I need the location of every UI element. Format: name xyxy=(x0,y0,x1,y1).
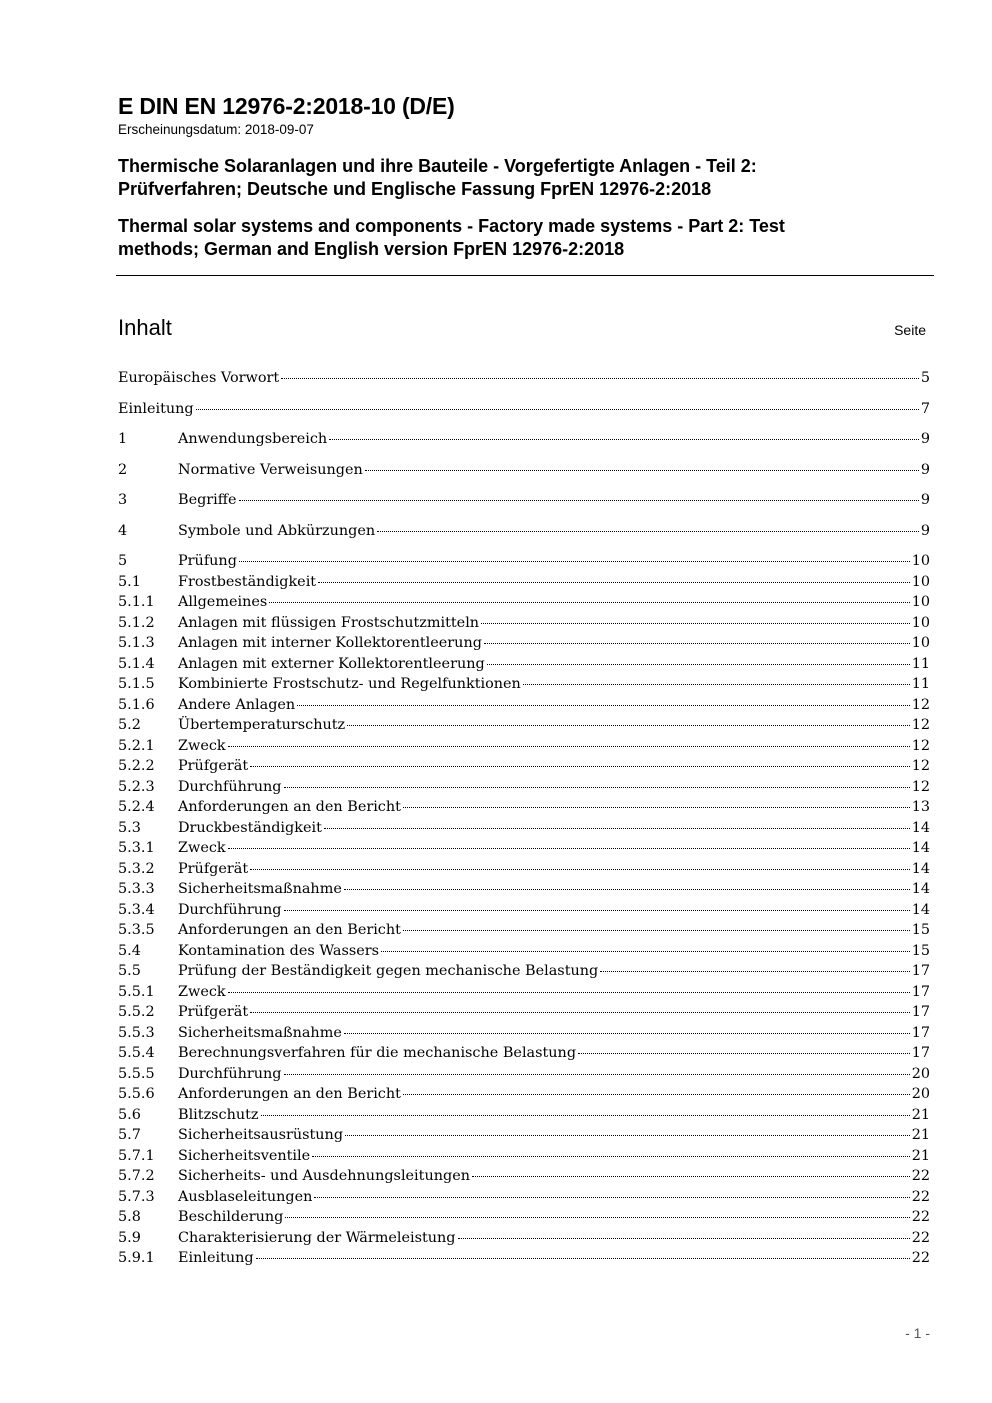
toc-entry-page: 12 xyxy=(911,737,930,754)
toc-entry-number: 5.3.1 xyxy=(118,840,155,856)
toc-dot-leader xyxy=(458,1238,910,1239)
title-english-line-2: methods; German and English version FprEN 12976-2:2018 xyxy=(118,239,625,259)
toc-dot-leader xyxy=(284,910,910,911)
header-divider xyxy=(116,275,934,276)
toc-entry-number: 5.5.1 xyxy=(118,983,155,1000)
toc-dot-leader xyxy=(250,1012,910,1013)
toc-entry-title: Zweck xyxy=(178,840,226,856)
toc-entry[interactable] xyxy=(118,635,930,656)
toc-entry-title: Sicherheits- und Ausdehnungsleitungen xyxy=(178,1168,470,1184)
toc-dot-leader xyxy=(250,766,910,767)
title-english xyxy=(118,215,934,261)
toc-entry-page: 21 xyxy=(911,1106,930,1123)
toc-entry-page: 5 xyxy=(920,370,930,386)
toc-entry-page: 22 xyxy=(911,1168,930,1184)
toc-entry-page: 13 xyxy=(911,799,930,815)
toc-entry-number: 2 xyxy=(118,461,128,478)
toc-entry-page: 9 xyxy=(920,492,930,508)
toc-dot-leader xyxy=(344,1033,910,1034)
toc-entry-title: Allgemeines xyxy=(178,594,268,610)
toc-entry[interactable] xyxy=(118,922,930,943)
toc-dot-leader xyxy=(365,470,919,471)
toc-entry-number: 5.8 xyxy=(118,1209,141,1225)
toc-dot-leader xyxy=(344,889,910,890)
toc-entry[interactable] xyxy=(118,1025,930,1046)
toc-dot-leader xyxy=(281,378,919,379)
toc-entry-title: Blitzschutz xyxy=(178,1106,259,1123)
toc-dot-leader xyxy=(578,1053,910,1054)
toc-dot-leader xyxy=(312,1156,910,1157)
toc-entry-title: Symbole und Abkürzungen xyxy=(178,522,376,539)
toc-entry-title: Anforderungen an den Bericht xyxy=(178,922,401,938)
toc-entry-number: 5.1.2 xyxy=(118,614,155,631)
toc-entry-title: Anforderungen an den Bericht xyxy=(178,1086,401,1102)
toc-entry-number: 5.1.4 xyxy=(118,655,155,672)
toc-entry-page: 14 xyxy=(911,819,930,836)
toc-entry[interactable] xyxy=(118,881,930,902)
toc-entry[interactable] xyxy=(118,370,930,391)
toc-entry-number: 5.5.2 xyxy=(118,1004,155,1020)
toc-entry-number: 5.6 xyxy=(118,1106,141,1123)
toc-entry-page: 10 xyxy=(911,573,930,590)
toc-entry-page: 10 xyxy=(911,614,930,631)
toc-entry-title: Berechnungsverfahren für die mechanische Belastung xyxy=(178,1045,577,1061)
toc-dot-leader xyxy=(284,1074,910,1075)
toc-entry-number: 5.7 xyxy=(118,1127,141,1143)
toc-entry-page: 15 xyxy=(911,922,930,938)
toc-entry[interactable] xyxy=(118,1004,930,1025)
title-german xyxy=(118,155,934,201)
toc-dot-leader xyxy=(484,643,910,644)
toc-entry-number: 5.2.4 xyxy=(118,799,155,815)
toc-entry-page: 22 xyxy=(911,1229,930,1246)
toc-dot-leader xyxy=(472,1176,910,1177)
toc-entry-page: 22 xyxy=(911,1188,930,1205)
toc-entry-title: Sicherheitsausrüstung xyxy=(178,1127,344,1143)
table-of-contents xyxy=(118,370,930,1271)
title-english-line-1: Thermal solar systems and components - Factory made systems - Part 2: Test xyxy=(118,216,785,236)
toc-entry[interactable] xyxy=(118,1127,930,1148)
toc-entry-page: 12 xyxy=(911,778,930,795)
toc-entry[interactable] xyxy=(118,1148,930,1169)
toc-dot-leader xyxy=(196,409,919,410)
page-number: - 1 - xyxy=(905,1325,930,1341)
toc-entry[interactable] xyxy=(118,1189,930,1210)
toc-entry-number: 5.5.4 xyxy=(118,1045,155,1061)
toc-entry[interactable] xyxy=(118,462,930,483)
toc-entry[interactable] xyxy=(118,697,930,718)
toc-entry-number: 5.2.1 xyxy=(118,737,155,754)
toc-entry-number: 5.5.5 xyxy=(118,1065,155,1082)
toc-entry[interactable] xyxy=(118,840,930,861)
toc-entry-title: Prüfgerät xyxy=(178,758,249,774)
toc-entry-number: 5.9.1 xyxy=(118,1250,155,1266)
toc-dot-leader xyxy=(269,602,909,603)
toc-entry-title: Einleitung xyxy=(118,400,194,417)
toc-entry-title: Anforderungen an den Bericht xyxy=(178,799,401,815)
toc-dot-leader xyxy=(523,684,910,685)
toc-dot-leader xyxy=(377,531,919,532)
toc-dot-leader xyxy=(487,664,910,665)
toc-entry-title: Prüfung xyxy=(178,553,237,569)
toc-entry[interactable] xyxy=(118,738,930,759)
toc-dot-leader xyxy=(600,971,909,972)
toc-entry-number: 5.1.5 xyxy=(118,676,155,692)
toc-entry-page: 9 xyxy=(920,522,930,539)
toc-dot-leader xyxy=(345,1135,910,1136)
toc-entry-number: 5.4 xyxy=(118,942,141,959)
toc-dot-leader xyxy=(324,828,910,829)
toc-entry-page: 9 xyxy=(920,431,930,447)
toc-dot-leader xyxy=(285,1217,909,1218)
toc-dot-leader xyxy=(403,930,910,931)
toc-entry[interactable] xyxy=(118,1209,930,1230)
page-column-label: Seite xyxy=(894,322,926,338)
toc-entry-number: 5.5.6 xyxy=(118,1086,155,1102)
toc-entry-page: 10 xyxy=(911,553,930,569)
toc-entry-number: 5.2.2 xyxy=(118,758,155,774)
toc-entry[interactable] xyxy=(118,799,930,820)
toc-entry[interactable] xyxy=(118,1086,930,1107)
toc-dot-leader xyxy=(403,807,910,808)
toc-entry-page: 21 xyxy=(911,1127,930,1143)
toc-entry-number: 5.1.1 xyxy=(118,594,155,610)
toc-entry-title: Sicherheitsmaßnahme xyxy=(178,1024,342,1041)
toc-entry-page: 17 xyxy=(911,983,930,1000)
toc-entry-page: 17 xyxy=(911,963,930,979)
document-id: E DIN EN 12976-2:2018-10 (D/E) xyxy=(118,93,455,119)
toc-entry-number: 5.2 xyxy=(118,717,141,733)
toc-entry-page: 12 xyxy=(911,717,930,733)
toc-entry-title: Normative Verweisungen xyxy=(178,461,363,478)
toc-entry-number: 5.5 xyxy=(118,963,141,979)
toc-entry-title: Kombinierte Frostschutz- und Regelfunktionen xyxy=(178,676,521,692)
toc-dot-leader xyxy=(261,1115,910,1116)
toc-entry[interactable] xyxy=(118,1045,930,1066)
toc-entry-page: 12 xyxy=(911,758,930,774)
toc-entry-page: 20 xyxy=(911,1065,930,1082)
toc-entry-number: 5.2.3 xyxy=(118,778,155,795)
toc-entry[interactable] xyxy=(118,656,930,677)
toc-entry-title: Anlagen mit flüssigen Frostschutzmitteln xyxy=(178,614,480,631)
toc-entry[interactable] xyxy=(118,1168,930,1189)
toc-entry[interactable] xyxy=(118,615,930,636)
toc-entry-number: 5.7.3 xyxy=(118,1188,155,1205)
toc-entry-title: Durchführung xyxy=(178,1065,282,1082)
toc-dot-leader xyxy=(318,582,910,583)
toc-entry[interactable] xyxy=(118,401,930,422)
toc-entry[interactable] xyxy=(118,492,930,513)
toc-entry-page: 17 xyxy=(911,1024,930,1041)
toc-dot-leader xyxy=(250,869,910,870)
toc-dot-leader xyxy=(329,439,919,440)
toc-entry-title: Sicherheitsventile xyxy=(178,1147,311,1164)
toc-entry-page: 14 xyxy=(911,881,930,897)
toc-entry-page: 7 xyxy=(920,400,930,417)
toc-entry-number: 4 xyxy=(118,522,128,539)
toc-entry[interactable] xyxy=(118,1066,930,1087)
toc-entry-page: 12 xyxy=(911,696,930,713)
contents-heading: Inhalt xyxy=(118,315,172,340)
toc-entry-page: 11 xyxy=(911,655,930,672)
toc-entry[interactable] xyxy=(118,553,930,574)
toc-entry[interactable] xyxy=(118,676,930,697)
toc-dot-leader xyxy=(228,848,910,849)
toc-entry-number: 5.1.3 xyxy=(118,635,155,651)
document-header xyxy=(118,92,934,261)
toc-dot-leader xyxy=(347,725,910,726)
toc-entry-number: 5.3.4 xyxy=(118,901,155,918)
toc-entry-title: Durchführung xyxy=(178,901,282,918)
toc-entry-title: Charakterisierung der Wärmeleistung xyxy=(178,1229,456,1246)
toc-entry-title: Prüfung der Beständigkeit gegen mechanische Belastung xyxy=(178,963,599,979)
toc-dot-leader xyxy=(256,1258,910,1259)
toc-entry[interactable] xyxy=(118,717,930,738)
toc-entry-title: Durchführung xyxy=(178,778,282,795)
toc-entry-page: 22 xyxy=(911,1209,930,1225)
toc-entry-number: 5.7.2 xyxy=(118,1168,155,1184)
toc-entry-page: 14 xyxy=(911,840,930,856)
toc-dot-leader xyxy=(239,561,910,562)
toc-entry-title: Anlagen mit externer Kollektorentleerung xyxy=(178,655,485,672)
toc-entry[interactable] xyxy=(118,779,930,800)
toc-entry[interactable] xyxy=(118,758,930,779)
toc-entry-title: Andere Anlagen xyxy=(178,696,296,713)
toc-entry[interactable] xyxy=(118,963,930,984)
toc-entry-page: 15 xyxy=(911,942,930,959)
toc-entry-number: 5.9 xyxy=(118,1229,141,1246)
toc-entry-page: 21 xyxy=(911,1147,930,1164)
toc-entry[interactable] xyxy=(118,820,930,841)
toc-entry[interactable] xyxy=(118,1107,930,1128)
toc-entry[interactable] xyxy=(118,523,930,544)
toc-entry-title: Beschilderung xyxy=(178,1209,284,1225)
toc-entry-number: 1 xyxy=(118,431,128,447)
toc-entry-number: 3 xyxy=(118,492,128,508)
toc-entry-page: 14 xyxy=(911,901,930,918)
toc-dot-leader xyxy=(381,951,910,952)
toc-entry-title: Prüfgerät xyxy=(178,860,249,877)
toc-entry-number: 5.3.3 xyxy=(118,881,155,897)
toc-entry-page: 14 xyxy=(911,860,930,877)
toc-entry-number: 5.7.1 xyxy=(118,1147,155,1164)
toc-entry-number: 5.5.3 xyxy=(118,1024,155,1041)
toc-entry-number: 5 xyxy=(118,553,128,569)
toc-entry-title: Zweck xyxy=(178,737,226,754)
toc-entry-title: Anwendungsbereich xyxy=(178,431,328,447)
toc-dot-leader xyxy=(239,500,919,501)
toc-entry-page: 17 xyxy=(911,1045,930,1061)
toc-entry-title: Ausblaseleitungen xyxy=(178,1188,313,1205)
toc-entry[interactable] xyxy=(118,431,930,452)
publication-date: Erscheinungsdatum: 2018-09-07 xyxy=(118,122,314,137)
toc-entry-title: Anlagen mit interner Kollektorentleerung xyxy=(178,635,482,651)
toc-dot-leader xyxy=(284,787,910,788)
toc-entry-page: 22 xyxy=(911,1250,930,1266)
toc-entry-page: 20 xyxy=(911,1086,930,1102)
toc-entry-number: 5.3.5 xyxy=(118,922,155,938)
toc-entry[interactable] xyxy=(118,1250,930,1271)
toc-entry-title: Einleitung xyxy=(178,1250,254,1266)
title-german-line-1: Thermische Solaranlagen und ihre Bauteile - Vorgefertigte Anlagen - Teil 2: xyxy=(118,156,757,176)
toc-dot-leader xyxy=(314,1197,909,1198)
toc-entry-page: 11 xyxy=(911,676,930,692)
toc-entry[interactable] xyxy=(118,984,930,1005)
toc-entry-title: Prüfgerät xyxy=(178,1004,249,1020)
toc-entry-title: Druckbeständigkeit xyxy=(178,819,322,836)
toc-entry-number: 5.3.2 xyxy=(118,860,155,877)
toc-entry-number: 5.1 xyxy=(118,573,141,590)
toc-entry-title: Sicherheitsmaßnahme xyxy=(178,881,342,897)
toc-entry-title: Übertemperaturschutz xyxy=(178,717,346,733)
toc-dot-leader xyxy=(403,1094,910,1095)
toc-entry[interactable] xyxy=(118,943,930,964)
toc-entry-title: Europäisches Vorwort xyxy=(118,370,280,386)
toc-entry-number: 5.3 xyxy=(118,819,141,836)
toc-entry-page: 10 xyxy=(911,635,930,651)
toc-entry-title: Zweck xyxy=(178,983,226,1000)
toc-dot-leader xyxy=(228,992,910,993)
toc-entry-title: Begriffe xyxy=(178,492,237,508)
toc-entry-number: 5.1.6 xyxy=(118,696,155,713)
title-german-line-2: Prüfverfahren; Deutsche und Englische Fassung FprEN 12976-2:2018 xyxy=(118,179,712,199)
toc-entry[interactable] xyxy=(118,1230,930,1251)
toc-entry[interactable] xyxy=(118,574,930,595)
toc-entry-page: 17 xyxy=(911,1004,930,1020)
toc-dot-leader xyxy=(228,746,910,747)
toc-entry-title: Kontamination des Wassers xyxy=(178,942,380,959)
toc-dot-leader xyxy=(481,623,910,624)
toc-dot-leader xyxy=(297,705,909,706)
toc-entry-page: 10 xyxy=(911,594,930,610)
toc-entry[interactable] xyxy=(118,861,930,882)
toc-entry-title: Frostbeständigkeit xyxy=(178,573,317,590)
toc-entry[interactable] xyxy=(118,902,930,923)
toc-entry[interactable] xyxy=(118,594,930,615)
toc-entry-page: 9 xyxy=(920,461,930,478)
